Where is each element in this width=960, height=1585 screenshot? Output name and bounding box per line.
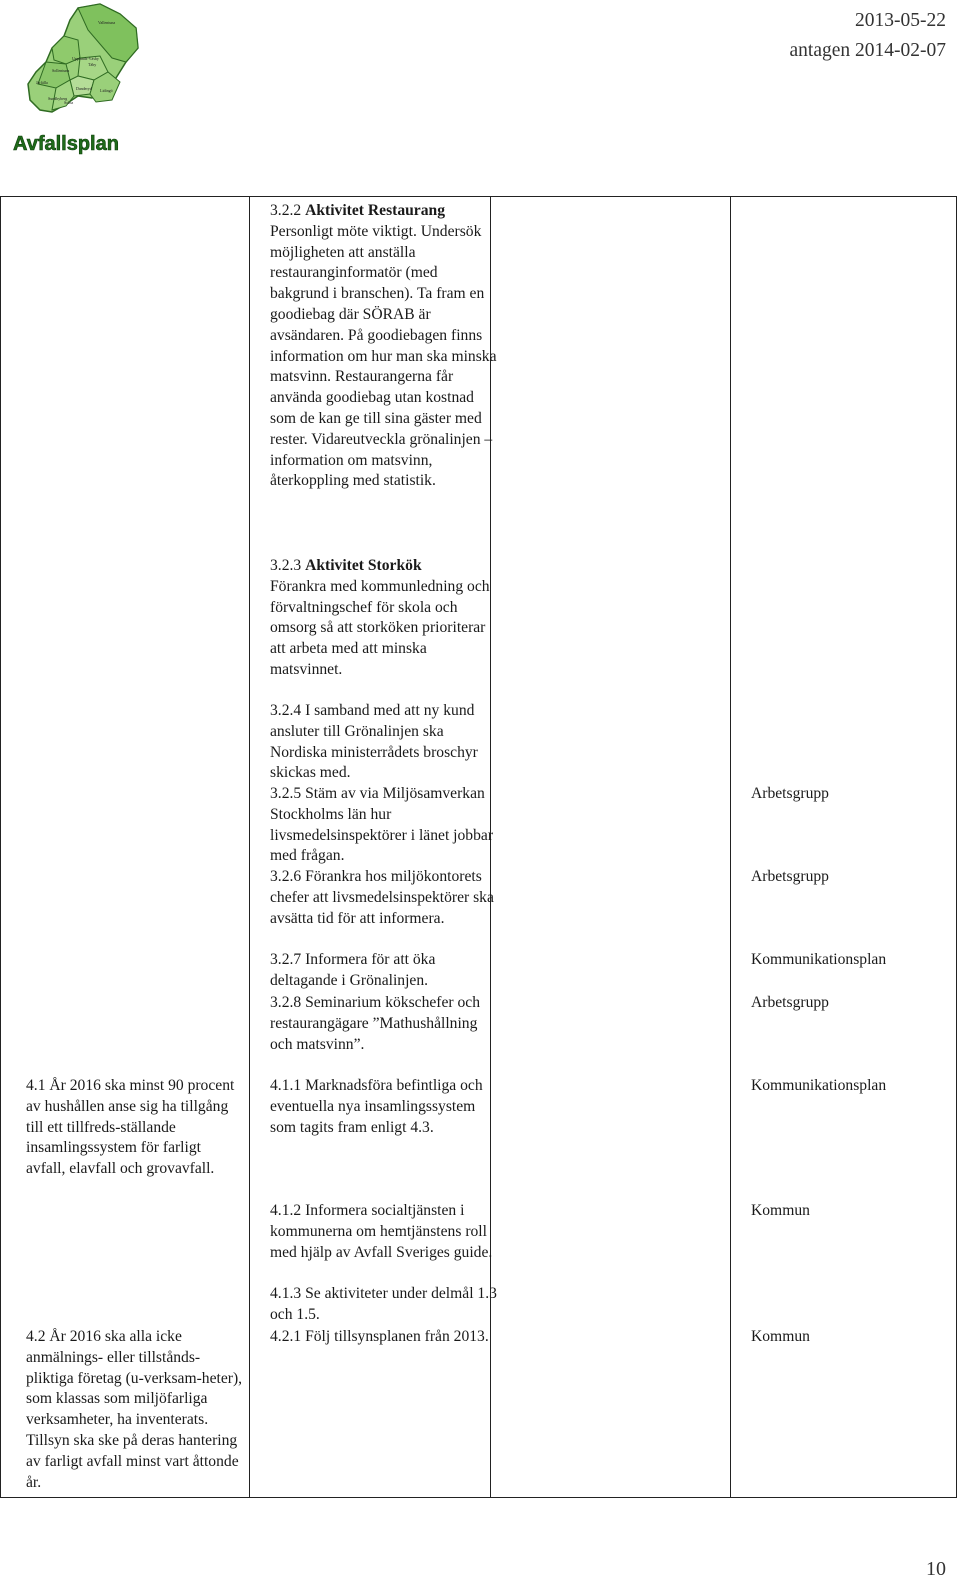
- map-label: Lidingö: [100, 88, 113, 93]
- document-dates: [790, 6, 947, 66]
- activity-3-2-5: 3.2.5 Stäm av via Miljösamverkan Stockholms län hur livsmedelsinspektörer i länet jobbar med frågan.: [270, 785, 494, 865]
- activity-text: Förankra med kommunledning och förvaltningschef för skola och omsorg så att storköken prioriterar att arbeta med att minska matsvinnet.: [270, 577, 490, 678]
- goal-4-1: 4.1 År 2016 ska minst 90 procent av hushållen anse sig ha tillgång till ett tillfreds-ställande insamlingssystem för farligt avfall, elavfall och grovavfall.: [26, 1077, 235, 1178]
- responsible-3-2-5: Arbetsgrupp: [751, 785, 829, 802]
- activity-3-2-4: 3.2.4 I samband med att ny kund ansluter till Grönalinjen ska Nordiska ministerrådets broschyr skickas med.: [270, 702, 478, 782]
- activity-number: 3.2.2: [270, 202, 302, 219]
- map-label: Solna: [64, 100, 74, 105]
- activity-number: 3.2.3: [270, 557, 302, 574]
- responsible-3-2-6: Arbetsgrupp: [751, 868, 829, 885]
- activity-title: Aktivitet Storkök: [305, 557, 422, 574]
- activity-title: Aktivitet Restaurang: [305, 202, 445, 219]
- logo-text: Avfallsplan: [13, 133, 119, 155]
- responsible-3-2-7: Kommunikationsplan: [751, 951, 887, 968]
- avfallsplan-logo: [8, 0, 158, 160]
- date-created: 2013-05-22: [855, 10, 946, 31]
- activity-4-1-3: 4.1.3 Se aktiviteter under delmål 1.3 och 1.5.: [270, 1285, 497, 1323]
- activity-3-2-2: [270, 201, 498, 492]
- responsible-4-1-1: Kommunikationsplan: [751, 1077, 887, 1094]
- activity-3-2-3: [270, 556, 498, 681]
- map-label: Upplands-Väsby: [72, 56, 99, 61]
- activity-4-2-1: 4.2.1 Följ tillsynsplanen från 2013.: [270, 1328, 489, 1345]
- map-label: Järfälla: [36, 80, 48, 85]
- table-border-right: [956, 196, 957, 1498]
- map-label: Sollentuna: [52, 68, 70, 73]
- map-label: Sundbyberg: [48, 96, 68, 101]
- activity-4-1-1: 4.1.1 Marknadsföra befintliga och eventuella nya insamlingssystem som tagits fram enligt 4.3.: [270, 1077, 483, 1136]
- activity-3-2-7: 3.2.7 Informera för att öka deltagande i Grönalinjen.: [270, 951, 436, 989]
- table-border-left: [0, 196, 1, 1498]
- map-label: Danderyd: [76, 86, 92, 91]
- activity-text: Personligt möte viktigt. Undersök möjligheten att anställa restauranginformatör (med bakgrund i branschen). Ta fram en goodiebag där SÖRAB är avsändaren. På goodiebagen finns information om hur man ska minska matsvinn. Restaurangerna får använda goodiebag utan kostnad som de kan ge till sina gäster med rester. Vidareutveckla grönalinjen – information om matsvinn, återkoppling med statistik.: [270, 222, 497, 490]
- date-adopted: antagen 2014-02-07: [789, 40, 946, 61]
- column-divider: [730, 196, 731, 1498]
- responsible-4-2-1: Kommun: [751, 1328, 810, 1345]
- responsible-3-2-8: Arbetsgrupp: [751, 994, 829, 1011]
- map-label: Täby: [88, 62, 97, 67]
- map-label: Vallentuna: [98, 20, 116, 25]
- page-number: 10: [926, 1558, 946, 1580]
- activity-3-2-6: 3.2.6 Förankra hos miljökontorets chefer att livsmedelsinspektörer ska avsätta tid för att informera.: [270, 868, 494, 927]
- column-divider: [249, 196, 250, 1498]
- table-border-top: [0, 196, 957, 197]
- responsible-4-1-2: Kommun: [751, 1202, 810, 1219]
- activity-3-2-8: 3.2.8 Seminarium kökschefer och restaurangägare ”Mathushållning och matsvinn”.: [270, 994, 481, 1053]
- region-map-icon: [8, 0, 158, 160]
- goal-4-2: 4.2 År 2016 ska alla icke anmälnings- eller tillstånds-pliktiga företag (u-verksam-heter), som klassas som miljöfarliga verksamheter, ha inventerats. Tillsyn ska ske på deras hantering av farligt avfall minst vart åttonde år.: [26, 1328, 243, 1491]
- table-border-bottom: [0, 1497, 957, 1498]
- activity-4-1-2: 4.1.2 Informera socialtjänsten i kommunerna om hemtjänstens roll med hjälp av Avfall Sveriges guide.: [270, 1202, 493, 1261]
